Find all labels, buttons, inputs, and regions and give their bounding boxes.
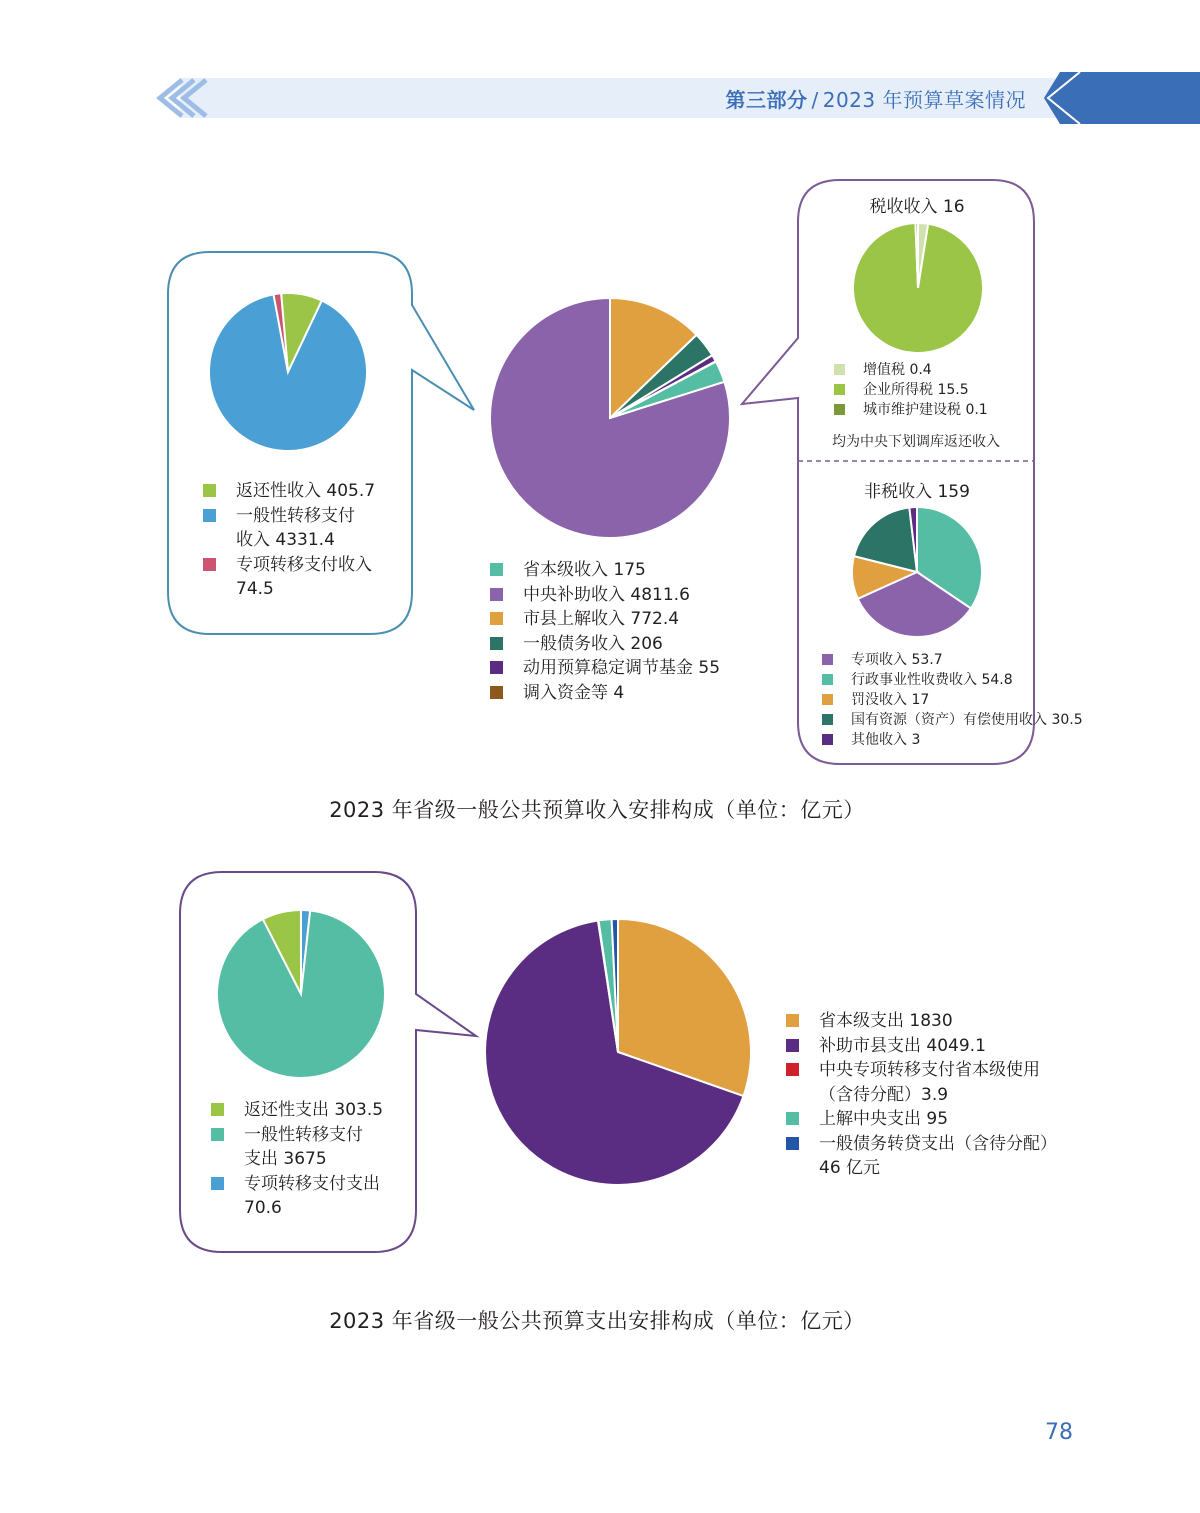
legend-item [490,607,720,632]
legend-swatch [822,694,833,705]
legend-label: 中央补助收入 4811.6 [523,584,690,605]
legend-swatch [786,1039,799,1052]
page-number: 78 [1045,1420,1073,1445]
legend-swatch [786,1112,799,1125]
legend-item [822,670,1083,690]
legend-item [822,690,1083,710]
legend-swatch [822,714,833,725]
legend-item [203,504,375,529]
legend-item [490,558,720,583]
legend-swatch [834,404,845,415]
legend-label: 专项转移支付收入 [236,554,372,575]
legend-swatch [490,661,503,674]
legend-item [822,730,1083,750]
legend-swatch [203,558,216,571]
legend-item [211,1172,383,1197]
legend-item-continued [786,1156,1057,1181]
legend-swatch [786,1014,799,1027]
pie-nontax [852,507,982,637]
caption-expenditure: 2023 年省级一般公共预算支出安排构成（单位：亿元） [329,1309,865,1333]
legend-label: 省本级收入 175 [523,560,646,580]
legend-item [834,360,988,380]
legend-label: 70.6 [244,1198,282,1218]
legend-item [490,681,720,706]
legend-label: 返还性收入 405.7 [236,481,376,501]
legend-swatch [490,686,503,699]
legend-label: 市县上解收入 772.4 [523,609,680,629]
legend-label: 专项收入 53.7 [851,652,943,668]
legend-spacer [786,1088,799,1101]
pie-central-subsidy [209,293,367,451]
legend-item [834,400,988,420]
legend-swatch [786,1137,799,1150]
legend-tax-revenue [834,360,988,420]
tax-revenue-title: 税收收入 16 [869,197,965,217]
legend-label: 上解中央支出 95 [819,1109,949,1129]
legend-item [211,1123,383,1148]
legend-swatch [834,364,845,375]
legend-label: 国有资源（资产）有偿使用收入 30.5 [851,712,1083,728]
pie-revenue-main [490,298,730,538]
legend-item [490,656,720,681]
legend-revenue-main [490,558,720,705]
legend-item [786,1107,1057,1132]
legend-item-continued [211,1196,383,1221]
legend-swatch [211,1128,224,1141]
legend-swatch [203,509,216,522]
legend-swatch [834,384,845,395]
legend-spacer [203,533,216,546]
legend-label: 一般债务转贷支出（含待分配） [819,1133,1057,1154]
pie-expenditure-main [485,919,751,1185]
legend-label: 城市维护建设税 0.1 [863,402,988,418]
legend-label: 其他收入 3 [851,732,921,748]
legend-nontax-revenue [822,650,1083,750]
legend-label: 收入 4331.4 [236,530,335,550]
legend-label: 中央专项转移支付省本级使用 [819,1060,1040,1080]
legend-subsidy-expenditure [211,1098,383,1221]
header-section: 2023 年预算草案情况 [822,88,1026,112]
pie-tax [853,223,983,353]
legend-label: 调入资金等 4 [523,682,625,703]
legend-label: 罚没收入 17 [851,692,930,708]
legend-item [786,1009,1057,1034]
legend-spacer [211,1152,224,1165]
legend-central-subsidy [203,479,375,602]
legend-swatch [490,563,503,576]
legend-swatch [786,1063,799,1076]
pie-subsidy-expenditure [217,910,385,1078]
legend-item [786,1132,1057,1157]
legend-label: 增值税 0.4 [863,362,932,378]
legend-label: 一般债务收入 206 [523,633,663,654]
legend-swatch [211,1177,224,1190]
legend-item [822,710,1083,730]
legend-swatch [490,637,503,650]
legend-label: 企业所得税 15.5 [863,382,969,398]
header-part: 第三部分 [725,88,808,112]
legend-swatch [490,588,503,601]
legend-item [203,479,375,504]
legend-label: 支出 3675 [244,1149,327,1169]
legend-label: （含待分配）3.9 [819,1084,949,1105]
tax-revenue-note: 均为中央下划调库返还收入 [832,434,1000,450]
legend-spacer [211,1201,224,1214]
legend-item-continued [211,1147,383,1172]
legend-swatch [822,734,833,745]
legend-swatch [211,1103,224,1116]
legend-item [834,380,988,400]
legend-label: 一般性转移支付 [244,1124,363,1145]
caption-revenue: 2023 年省级一般公共预算收入安排构成（单位：亿元） [329,798,865,822]
legend-swatch [822,674,833,685]
legend-item [490,632,720,657]
legend-item [786,1034,1057,1059]
legend-label: 专项转移支付支出 [244,1173,380,1194]
legend-spacer [203,582,216,595]
legend-label: 74.5 [236,579,274,599]
legend-spacer [786,1161,799,1174]
legend-item [211,1098,383,1123]
legend-label: 返还性支出 303.5 [244,1100,384,1120]
legend-label: 一般性转移支付 [236,505,355,526]
legend-expenditure-main [786,1009,1057,1181]
legend-label: 动用预算稳定调节基金 55 [523,658,721,678]
legend-label: 46 亿元 [819,1158,881,1178]
legend-swatch [822,654,833,665]
legend-item-continued [203,577,375,602]
legend-label: 省本级支出 1830 [819,1011,953,1031]
legend-item-continued [203,528,375,553]
header-separator: / [811,88,819,112]
legend-swatch [490,612,503,625]
legend-item [203,553,375,578]
nontax-revenue-title: 非税收入 159 [864,482,970,502]
legend-item [822,650,1083,670]
legend-label: 补助市县支出 4049.1 [819,1035,986,1056]
legend-item [490,583,720,608]
legend-label: 行政事业性收费收入 54.8 [851,672,1013,688]
legend-item [786,1058,1057,1083]
legend-swatch [203,484,216,497]
legend-item-continued [786,1083,1057,1108]
